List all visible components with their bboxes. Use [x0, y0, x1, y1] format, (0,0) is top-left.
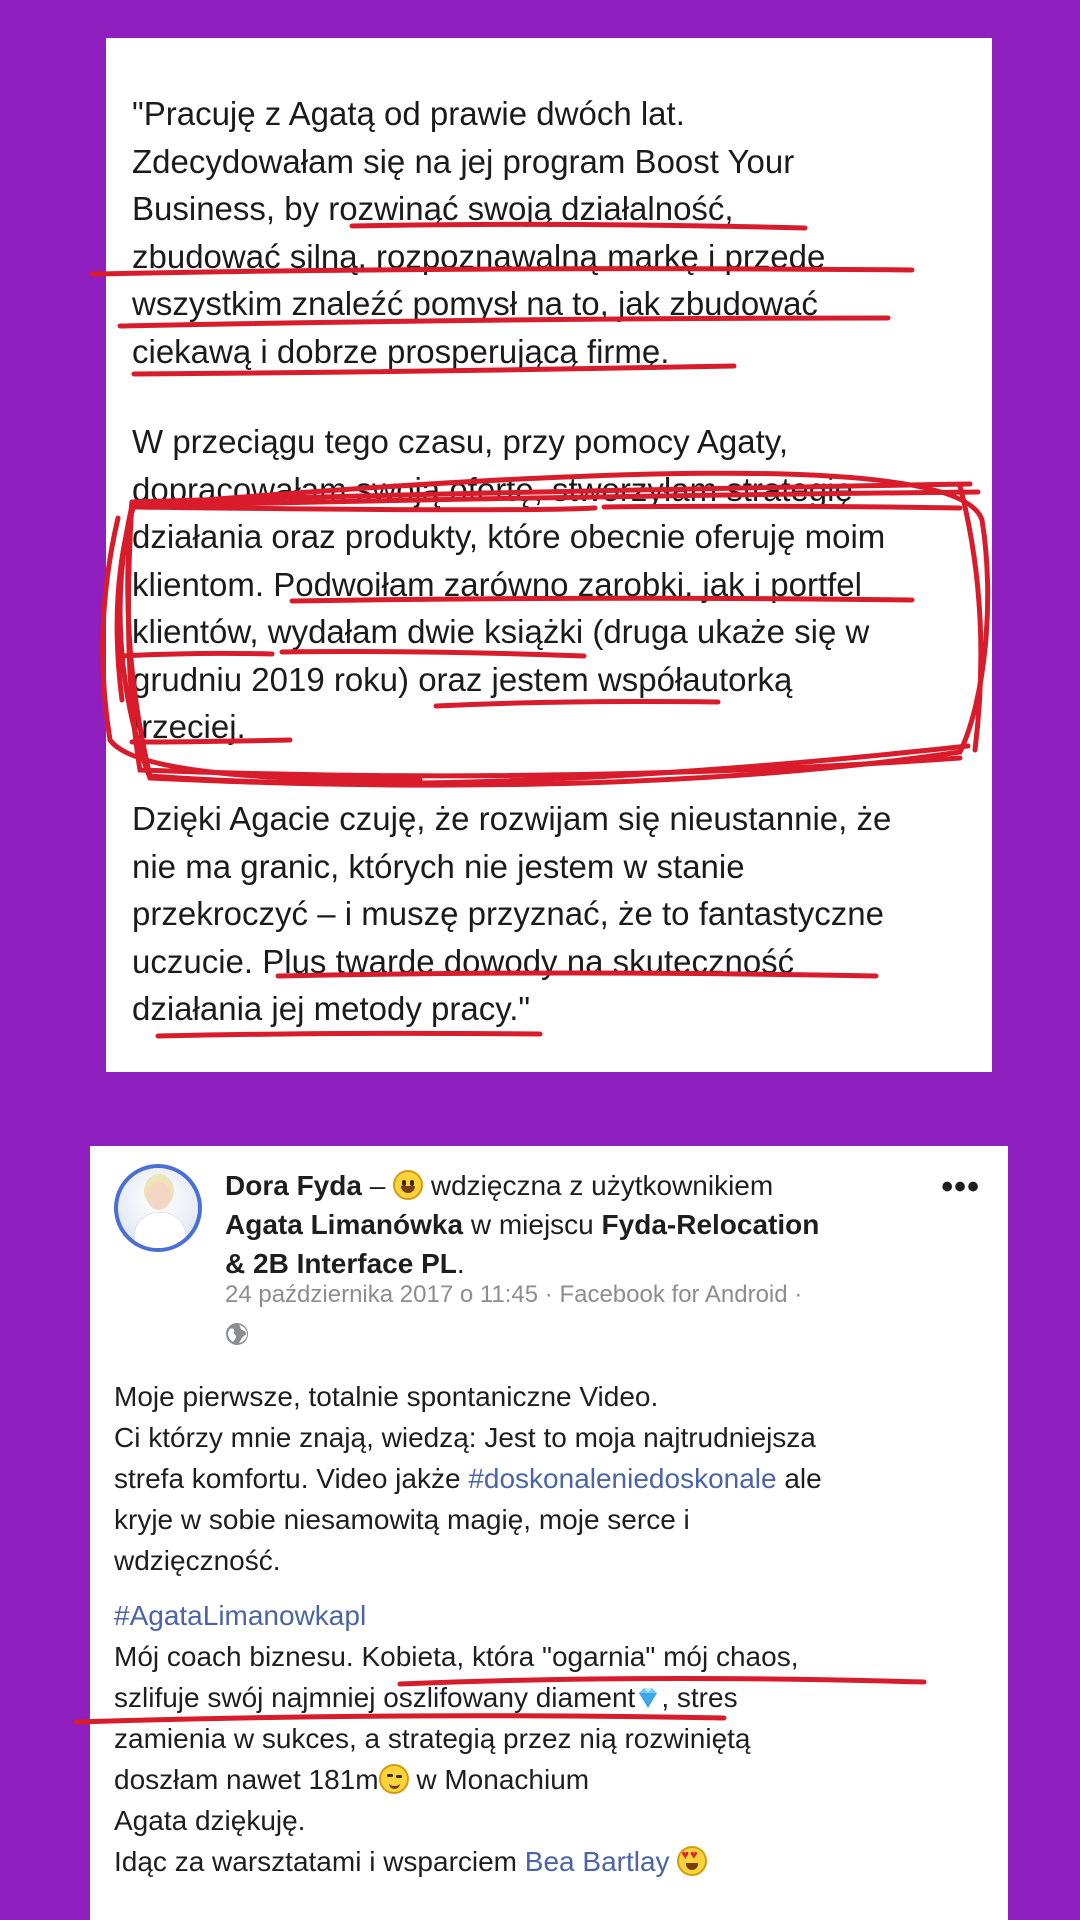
location-word: w miejscu — [470, 1209, 594, 1240]
post-text: w Monachium — [408, 1764, 590, 1795]
text-line: Business, by rozwinąć swoją działalność, — [132, 190, 734, 227]
post-line: Ci którzy mnie znają, wiedzą: Jest to moja najtrudniejsza — [114, 1422, 816, 1453]
post-line: zamienia w sukces, a strategią przez nią rozwiniętą — [114, 1723, 751, 1754]
text-line: nie ma granic, których nie jestem w stanie — [132, 847, 745, 885]
avatar-body — [134, 1212, 186, 1252]
post-line: Mój coach biznesu. Kobieta, która "ogarnia" mój chaos, — [114, 1641, 799, 1672]
globe-icon — [225, 1322, 249, 1346]
location-part-2: & 2B Interface PL — [225, 1248, 457, 1279]
header-period: . — [456, 1248, 465, 1279]
post-line: kryje w sobie niesamowitą magię, moje serce i — [114, 1504, 690, 1535]
winking-emoji-icon — [379, 1764, 409, 1794]
smiling-emoji-icon — [393, 1170, 423, 1200]
text-line: dopracowałam swoją ofertę, stworzyłam strategię — [132, 470, 853, 508]
post-line: Moje pierwsze, totalnie spontaniczne Video. — [114, 1381, 659, 1412]
text-line: Dzięki Agacie czuję, że rozwijam się nieustannie, że — [132, 800, 892, 837]
text-line: Zdecydowałam się na jej program Boost Your — [132, 142, 795, 180]
more-options-icon[interactable]: ••• — [941, 1168, 980, 1206]
text-line: W przeciągu tego czasu, przy pomocy Agaty, — [132, 423, 789, 460]
text-line: trzeciej. — [132, 708, 246, 745]
post-line — [114, 1677, 994, 1718]
text-line: działania jej metody pracy." — [132, 990, 531, 1027]
hashtag-link[interactable]: #doskonaleniedoskonale — [468, 1463, 777, 1494]
heart-eyes-emoji-icon — [677, 1846, 707, 1876]
text-line: klientom. Podwoiłam zarówno zarobki, jak i portfel — [132, 565, 862, 603]
testimonial-paragraph-3 — [132, 795, 982, 1033]
hashtag-link[interactable]: #AgataLimanowkapl — [114, 1600, 367, 1631]
text-line: ciekawą i dobrze prosperującą firmę. — [132, 332, 670, 370]
post-text: szlifuje swój najmniej oszlifowany diament — [114, 1682, 636, 1713]
post-text: Idąc za warsztatami i wsparciem — [114, 1846, 525, 1877]
post-meta: 24 października 2017 o 11:45 · Facebook for Android · — [225, 1281, 803, 1308]
text-line: klientów, wydałam dwie książki (druga ukaże się w — [132, 613, 870, 650]
text-line: wszystkim znaleźć pomysł na to, jak zbudować — [132, 285, 818, 322]
post-line: wdzięczność. — [114, 1545, 281, 1576]
text-line: zbudować silną, rozpoznawalną markę i przede — [132, 237, 826, 275]
text-line: "Pracuję z Agatą od prawie dwóch lat. — [132, 95, 685, 132]
author-name[interactable]: Dora Fyda — [225, 1170, 362, 1201]
post-line — [114, 1841, 994, 1882]
testimonial-card — [106, 38, 992, 1072]
location-part-1: Fyda-Relocation — [601, 1209, 820, 1240]
post-text: , stres — [661, 1682, 738, 1713]
post-line: Agata dziękuję. — [114, 1805, 306, 1836]
post-text: doszłam nawet 181m — [114, 1764, 379, 1795]
testimonial-paragraph-1 — [132, 90, 982, 375]
post-body — [114, 1376, 994, 1882]
text-line: działania oraz produkty, które obecnie oferuję moim — [132, 518, 886, 555]
avatar-head — [147, 1182, 171, 1210]
feeling-text: wdzięczna z użytkownikiem — [430, 1170, 774, 1201]
post-line — [114, 1458, 994, 1499]
post-text: ale — [776, 1463, 822, 1494]
post-text — [670, 1846, 678, 1877]
avatar[interactable] — [114, 1164, 202, 1252]
facebook-post-card — [90, 1146, 1008, 1920]
post-text: strefa komfortu. Video jakże — [114, 1463, 469, 1494]
tagged-user[interactable]: Agata Limanówka — [225, 1209, 464, 1240]
post-line — [114, 1759, 994, 1800]
diamond-emoji-icon — [635, 1685, 661, 1711]
text-line: uczucie. Plus twarde dowody na skuteczność — [132, 942, 795, 980]
post-header — [225, 1166, 935, 1283]
mentioned-user-link[interactable]: Bea Bartlay — [524, 1846, 670, 1877]
testimonial-paragraph-2 — [132, 418, 982, 751]
header-dash: – — [369, 1170, 386, 1201]
text-line: grudniu 2019 roku) oraz jestem współautorką — [132, 660, 793, 698]
text-line: przekroczyć – i muszę przyznać, że to fantastyczne — [132, 895, 884, 932]
